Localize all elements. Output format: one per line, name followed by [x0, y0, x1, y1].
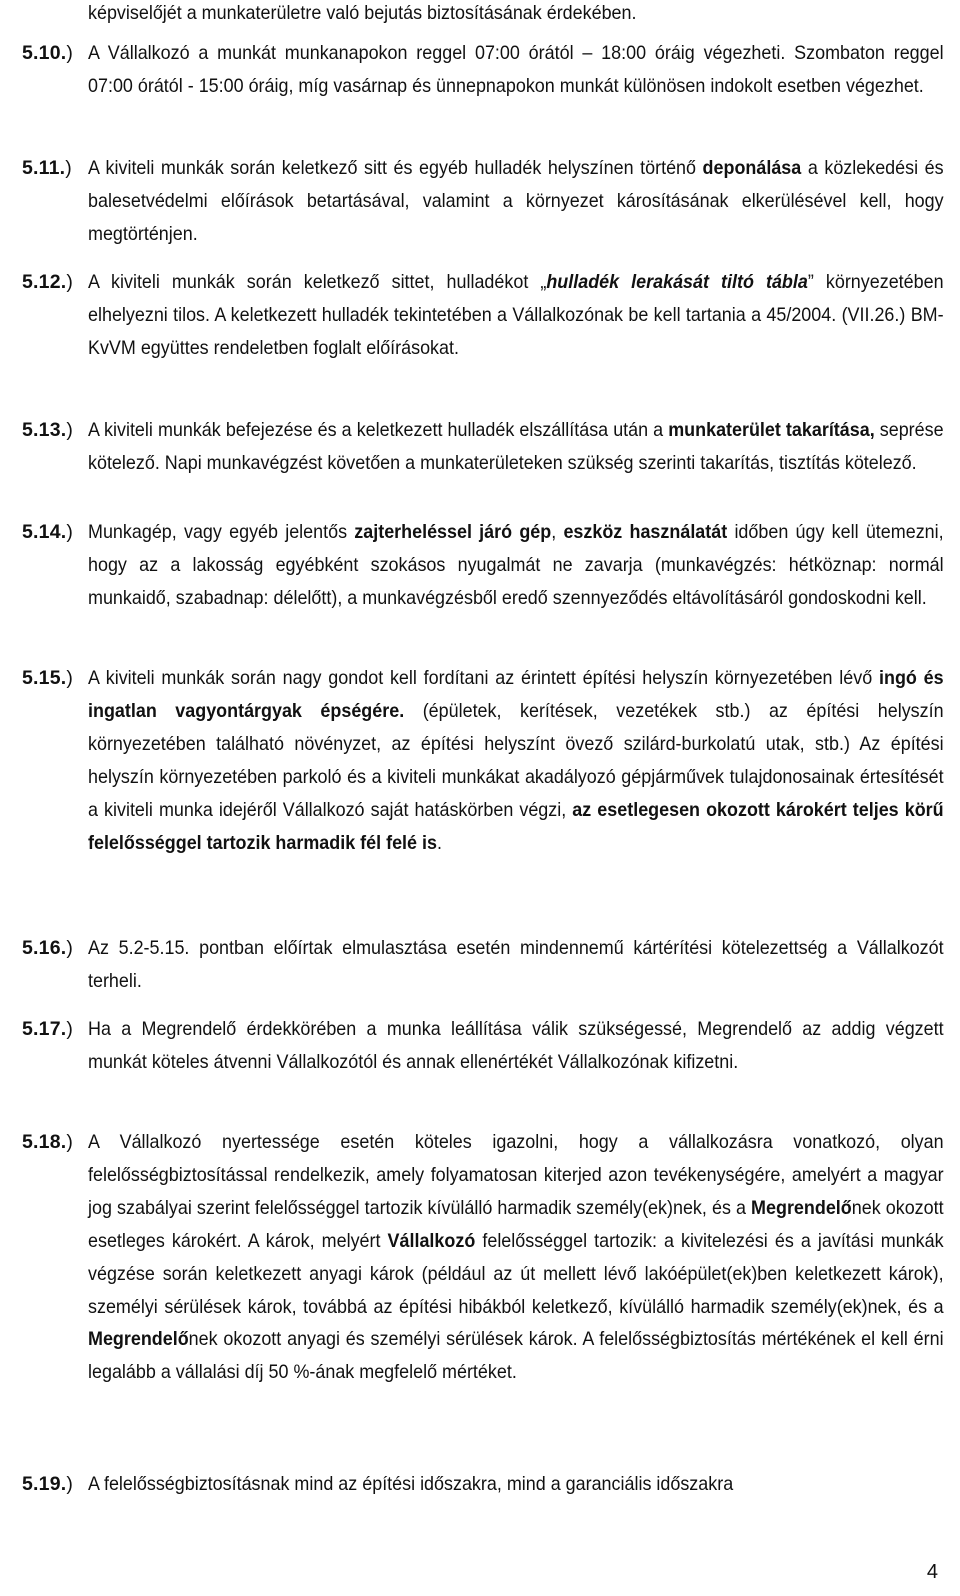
- emphasized-text: hulladék lerakását tiltó tábla: [546, 271, 808, 293]
- clause-body: [88, 0, 944, 30]
- emphasized-text: Megrendelő: [751, 1196, 852, 1219]
- text-run: a közlekedési és balesetvédelmi előírások betartásával, valamint a környezet károsításának elkerülésével kell, hogy megtörténjen.: [88, 157, 944, 245]
- clause-body: [88, 662, 944, 859]
- clause-body: [88, 516, 944, 615]
- emphasized-text: munkaterület takarítása,: [668, 419, 875, 441]
- clause-number: 5.15.): [22, 667, 74, 689]
- text-run: képviselőjét a munkaterületre való bejutás biztosításának érdekében.: [88, 2, 637, 24]
- clause-5-13: [22, 414, 942, 480]
- emphasized-text: eszköz használatát: [563, 521, 728, 543]
- emphasized-text: Vállalkozó: [387, 1229, 476, 1252]
- text-run: ” környezetében elhelyezni tilos. A keletkezett hulladék tekintetében a Vállalkozónak be kell tartania a 45/2004. (VII.26.) BM-KvVM együttes rendeletben foglalt előírásokat.: [88, 271, 944, 359]
- clause-body: [88, 932, 944, 998]
- text-run: nek okozott esetleges károkért. A károk, melyért: [88, 1196, 944, 1252]
- text-run: Ha a Megrendelő érdekkörében a munka leállítása válik szükségessé, Megrendelő az addig végzett munkát köteles átvenni Vállalkozótól és annak ellenértékét Vállalkozónak kifizetni.: [88, 1018, 944, 1073]
- clause-5-16: [22, 932, 942, 998]
- clause-number: 5.10.): [22, 42, 74, 64]
- text-run: nek okozott anyagi és személyi sérülések károk. A felelősségbiztosítás mértékének el kell érni legalább a vállalási díj 50 %-ának megfelelő mértéket.: [88, 1328, 944, 1384]
- text-run: felelősséggel tartozik: a kivitelezési és a javítási munkák végzése során keletkezett anyagi károk (például az út mellett lévő lakóépület(ek)ben keletkezett károk), személyi sérülések károk, továbbá az építési hibákból keletkező, kívülálló harmadik személy(ek)nek, és a: [88, 1229, 944, 1318]
- clause-5-14: [22, 516, 942, 615]
- text-run: Az 5.2-5.15. pontban előírtak elmulasztása esetén mindennemű kártérítési kötelezettség a Vállalkozót terheli.: [88, 937, 944, 992]
- text-run: A kiviteli munkák befejezése és a keletkezett hulladék elszállítása után a: [88, 419, 669, 441]
- text-run: ,: [551, 521, 564, 543]
- clause-body: [88, 414, 944, 480]
- text-run: seprése kötelező. Napi munkavégzést követően a munkaterületeken szükség szerinti takarítás, tisztítás kötelező.: [88, 419, 944, 474]
- text-run: időben úgy kell ütemezni, hogy az a lakosság egyébként szokásos nyugalmát ne zavarja (munkavégzés: hétköznap: normál munkaidő, szabadnap: délelőtt), a munkavégzésből eredő szennyeződés eltávolításáról gondoskodni kell.: [88, 521, 944, 609]
- text-run: Munkagép, vagy egyéb jelentős: [88, 521, 355, 543]
- clause-number: 5.12.): [22, 271, 74, 293]
- text-run: A kiviteli munkák során keletkező sitt és egyéb hulladék helyszínen történő: [88, 157, 703, 179]
- clause-body: [88, 1013, 944, 1079]
- clause-5-11: [22, 152, 942, 251]
- emphasized-text: Megrendelő: [88, 1328, 189, 1351]
- clause-number: 5.17.): [22, 1018, 74, 1040]
- clause-body: [88, 152, 944, 251]
- clause-body: [88, 1468, 944, 1501]
- clause-5-10: [22, 37, 942, 103]
- clause-number: 5.18.): [22, 1131, 74, 1153]
- text-run: A Vállalkozó a munkát munkanapokon reggel 07:00 órától – 18:00 óráig végezheti. Szombaton reggel 07:00 órától - 15:00 óráig, míg vasárnap és ünnepnapokon munkát különösen indokolt esetben végezhet.: [88, 42, 944, 97]
- clause-body: [88, 266, 944, 365]
- text-run: A felelősségbiztosításnak mind az építési időszakra, mind a garanciális időszakra: [88, 1473, 734, 1495]
- text-run: A Vállalkozó nyertessége esetén köteles igazolni, hogy a vállalkozásra vonatkozó, olyan felelősségbiztosítással rendelkezik, amely folyamatosan kiterjed azon tevékenységére, amelyért a magyar jog szabályai szerint felelősséggel tartozik kívülálló harmadik személy(ek)nek, és a: [88, 1131, 944, 1219]
- clause-5-15: [22, 662, 942, 859]
- text-run: .: [436, 831, 442, 854]
- emphasized-text: zajterheléssel járó gép: [354, 521, 552, 543]
- clause-5-18: [22, 1126, 942, 1389]
- emphasized-text: deponálása: [702, 157, 802, 179]
- clause-number: 5.13.): [22, 419, 74, 441]
- clause-5-17: [22, 1013, 942, 1079]
- clause-number: 5.19.): [22, 1473, 74, 1495]
- emphasized-text: ingó és ingatlan vagyontárgyak épségére.: [88, 667, 944, 722]
- page-number: 4: [926, 1561, 938, 1583]
- clause-5-12: [22, 266, 942, 365]
- clause-number: 5.11.): [22, 157, 72, 179]
- text-run: A kiviteli munkák során nagy gondot kell fordítani az érintett építési helyszín környezetében lévő: [88, 667, 879, 689]
- clause-body: [88, 1126, 944, 1389]
- clause-body: [88, 37, 944, 103]
- text-run: A kiviteli munkák során keletkező sittet, hulladékot „: [88, 271, 547, 293]
- clause-5-19: [22, 1468, 942, 1501]
- emphasized-text: az esetlegesen okozott károkért teljes körű felelősséggel tartozik harmadik fél felé is: [88, 798, 944, 854]
- clause-number: 5.16.): [22, 937, 74, 959]
- clause-number: 5.14.): [22, 521, 74, 543]
- text-run: (épületek, kerítések, vezetékek stb.) az építési helyszín környezetében található növényzet, az építési helyszínt övező szilárd-burkolatú utak, stb.) Az építési helyszín környezetében parkoló és a kiviteli munkákat akadályozó gépjárművek tulajdonosainak értesítését a kiviteli munka idejéről Vállalkozó saját hatáskörben végzi,: [88, 699, 944, 821]
- clause-continuation: [22, 0, 942, 30]
